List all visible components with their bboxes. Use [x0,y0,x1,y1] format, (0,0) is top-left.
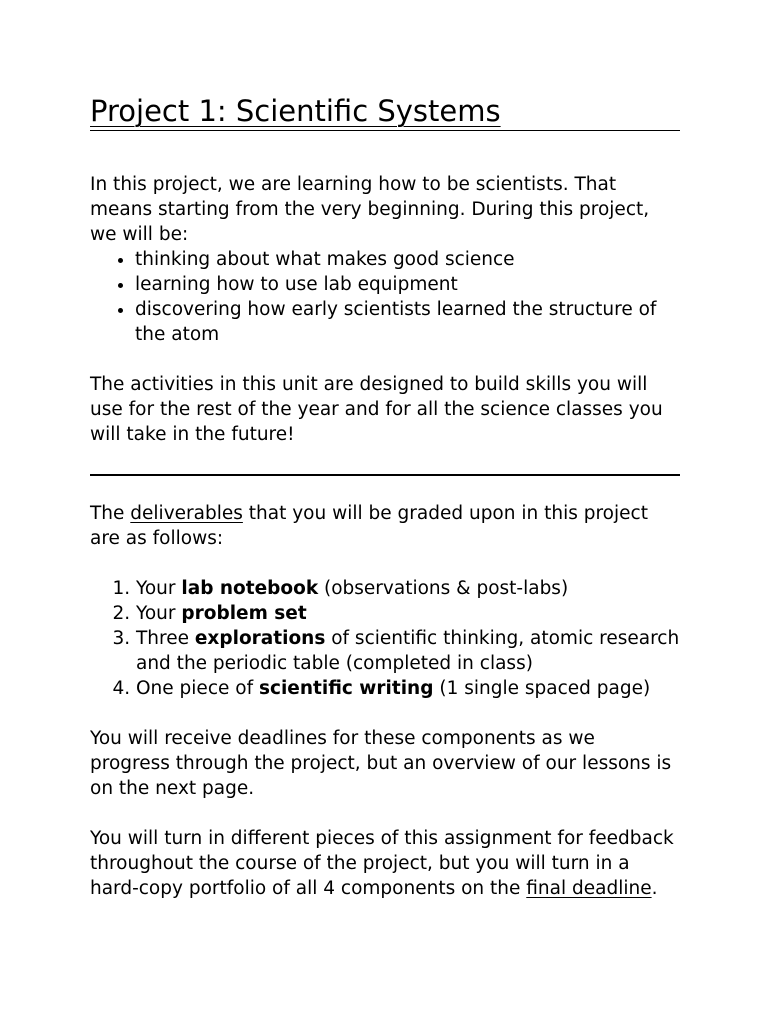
deliverables-intro-post: that you will be graded upon in this project are as follows: [90,503,648,549]
title-row [90,92,680,131]
item-post: (1 single spaced page) [433,678,651,699]
deliverables-term: deliverables [130,503,243,524]
deadlines-paragraph: You will receive deadlines for these components as we progress through the project, but an overview of our lessons is on the next page. [90,728,672,799]
turnin-post: . [651,878,658,899]
deliverables-intro-pre: The [90,503,131,524]
section-divider [90,474,680,476]
item-bold: problem set [181,603,307,624]
final-deadline-term: final deadline [526,878,652,899]
item-pre: Three [136,628,195,649]
item-post: of scientific thinking, atomic research and the periodic table (completed in class) [136,628,680,674]
turnin-paragraph [90,826,680,901]
intro-paragraph: In this project, we are learning how to be scientists. That means starting from the very beginning. During this project, we will be: [90,174,650,245]
list-item: • thinking about what makes good science [135,247,680,272]
item-pre: Your [136,603,182,624]
activities-paragraph: The activities in this unit are designed to build skills you will use for the rest of the year and for all the science classes you will take in the future! [90,374,663,445]
item-bold: explorations [194,628,326,649]
deliverables-intro [90,501,680,551]
item-pre: One piece of [136,678,259,699]
deliverables-list [90,576,680,701]
item-bold: scientific writing [258,678,434,699]
list-item [136,626,680,676]
goals-list [90,247,680,347]
item-bold: lab notebook [181,578,319,599]
document-page [90,92,680,901]
list-item [136,676,680,701]
page-title: Project 1: Scientific Systems [90,94,501,128]
turnin-pre: You will turn in different pieces of this assignment for feedback throughout the course of the project, but you will turn in a hard-copy portfolio of all 4 components on the [90,828,674,899]
item-pre: Your [136,578,182,599]
list-item [136,576,680,601]
list-item: • learning how to use lab equipment [135,272,680,297]
list-item [136,601,680,626]
list-item: • discovering how early scientists learned the structure of the atom [135,297,680,347]
item-post: (observations & post-labs) [318,578,569,599]
